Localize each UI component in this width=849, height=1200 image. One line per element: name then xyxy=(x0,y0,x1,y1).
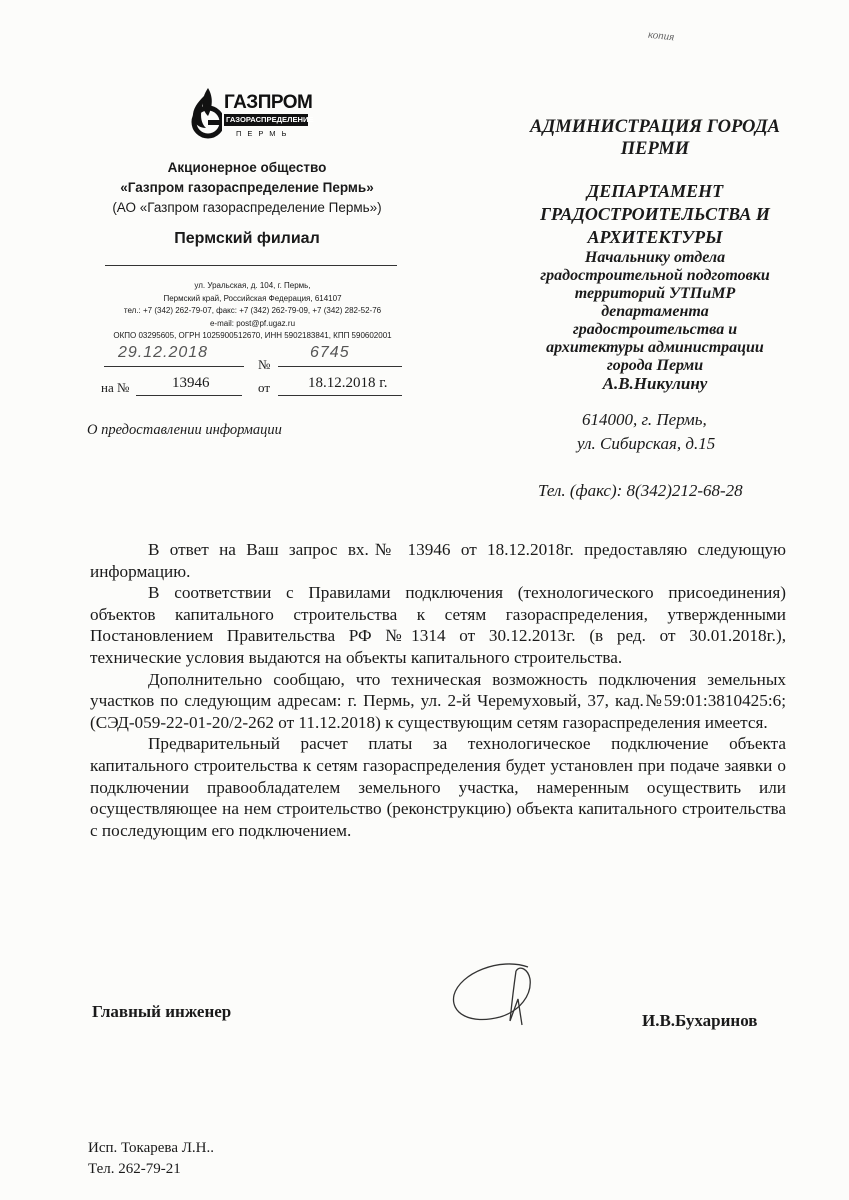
address-line: ул. Уральская, д. 104, г. Пермь, xyxy=(194,281,311,290)
addressee-position-line: градостроительной подготовки xyxy=(540,267,770,284)
company-line-2: «Газпром газораспределение Пермь» xyxy=(120,180,374,195)
reference-number-label: на № xyxy=(101,380,130,395)
body-paragraph: В ответ на Ваш запрос вх.№ 13946 от 18.12.2018г. предоставляю следующую информацию. xyxy=(90,540,786,581)
addressee-position-line: департамента xyxy=(601,303,709,320)
number-underline xyxy=(278,366,402,367)
signatory-title: Главный инженер xyxy=(92,1002,232,1021)
addressee-org-line-1: АДМИНИСТРАЦИЯ ГОРОДА xyxy=(530,117,780,137)
addressee-position-line: градостроительства и xyxy=(572,321,738,338)
address-line: ОКПО 03295605, ОГРН 1025900512670, ИНН 5902183841, КПП 590602001 xyxy=(113,331,392,341)
reference-date-label: от xyxy=(258,380,271,395)
addressee-dept-line-3: АРХИТЕКТУРЫ xyxy=(587,227,723,247)
corner-handwritten-note: копия xyxy=(647,28,675,44)
addressee-org-line-2: ПЕРМИ xyxy=(620,139,690,159)
executor-phone: Тел. 262-79-21 xyxy=(88,1161,181,1177)
company-line-3: (АО «Газпром газораспределение Пермь») xyxy=(112,200,382,215)
address-line: Пермский край, Российская Федерация, 614107 xyxy=(163,293,342,303)
flame-logo-icon xyxy=(188,84,222,144)
date-underline xyxy=(104,366,244,367)
body-paragraph: В соответствии с Правилами подключения (технологического присоединения) объектов капитального строительства к сетям газораспределения, утвержденными Постановлением Правительства РФ №1314 от 30.12.2013г. (в ред. от 30.01.2018г.), технические условия выдаются на объекты капитального строительства. xyxy=(90,583,786,667)
addressee-position-line: города Перми xyxy=(606,357,704,374)
reference-date: 18.12.2018 г. xyxy=(308,375,388,391)
reference-number: 13946 xyxy=(172,375,210,391)
executor-name: Исп. Токарева Л.Н.. xyxy=(88,1140,214,1156)
company-name-block xyxy=(92,158,402,218)
addressee-block xyxy=(490,116,820,393)
body-paragraph: Дополнительно сообщаю, что техническая возможность подключения земельных участков по следующим адресам: г. Пермь, ул. 2-й Черемуховый, 37, кад.№59:01:3810425:6; (СЭД-059-22-01-20/2-262 от 11.12.2018) к существующим сетям газораспределения имеется. xyxy=(90,669,786,732)
address-line: тел.: +7 (342) 262-79-07, факс: +7 (342) 262-79-09, +7 (342) 282-52-76 xyxy=(123,306,382,316)
addressee-position-line: территорий УТПиМР xyxy=(574,285,736,302)
outgoing-number-handwritten: 6745 xyxy=(310,344,350,361)
addressee-position-line: Начальнику отдела xyxy=(584,249,726,266)
addressee-position-line: архитектуры администрации xyxy=(546,339,764,356)
addressee-dept-line-1: ДЕПАРТАМЕНТ xyxy=(586,181,724,201)
outgoing-date-handwritten: 29.12.2018 xyxy=(118,344,209,361)
gazprom-logo xyxy=(188,84,318,146)
reference-date-underline xyxy=(278,395,402,396)
letterhead-divider xyxy=(105,265,397,266)
logo-subtitle: ГАЗОРАСПРЕДЕЛЕНИЕ xyxy=(226,115,314,124)
company-line-1: Акционерное общество xyxy=(167,160,327,175)
addressee-postal-line-2: ул. Сибирская, д.15 xyxy=(577,434,716,453)
letter-body xyxy=(90,539,786,841)
letter-subject: О предоставлении информации xyxy=(87,422,282,438)
company-address-block xyxy=(100,280,405,343)
addressee-phone: Тел. (факс): 8(342)212-68-28 xyxy=(538,481,743,500)
addressee-dept-line-2: ГРАДОСТРОИТЕЛЬСТВА И xyxy=(540,204,770,224)
addressee-person: А.В.Никулину xyxy=(602,374,708,393)
addressee-postal-line-1: 614000, г. Пермь, xyxy=(582,410,707,429)
reference-number-underline xyxy=(136,395,242,396)
branch-name: Пермский филиал xyxy=(174,230,320,247)
body-paragraph: Предварительный расчет платы за технологическое подключение объекта капитального строительства к сетям газораспределения будет установлен при подаче заявки о подключении правообладателем земельного участка, намеренным осуществить или осуществляющее на нем строительство (реконструкцию) объекта капитального строительства с последующим его подключением. xyxy=(90,734,786,840)
logo-city: ПЕРМЬ xyxy=(236,129,293,138)
signatory-name: И.В.Бухаринов xyxy=(642,1011,758,1030)
outgoing-number-label: № xyxy=(258,357,271,372)
logo-wordmark: ГАЗПРОМ xyxy=(224,92,313,113)
handwritten-signature-icon xyxy=(440,955,560,1035)
address-line: e-mail: post@pf.ugaz.ru xyxy=(209,318,296,328)
